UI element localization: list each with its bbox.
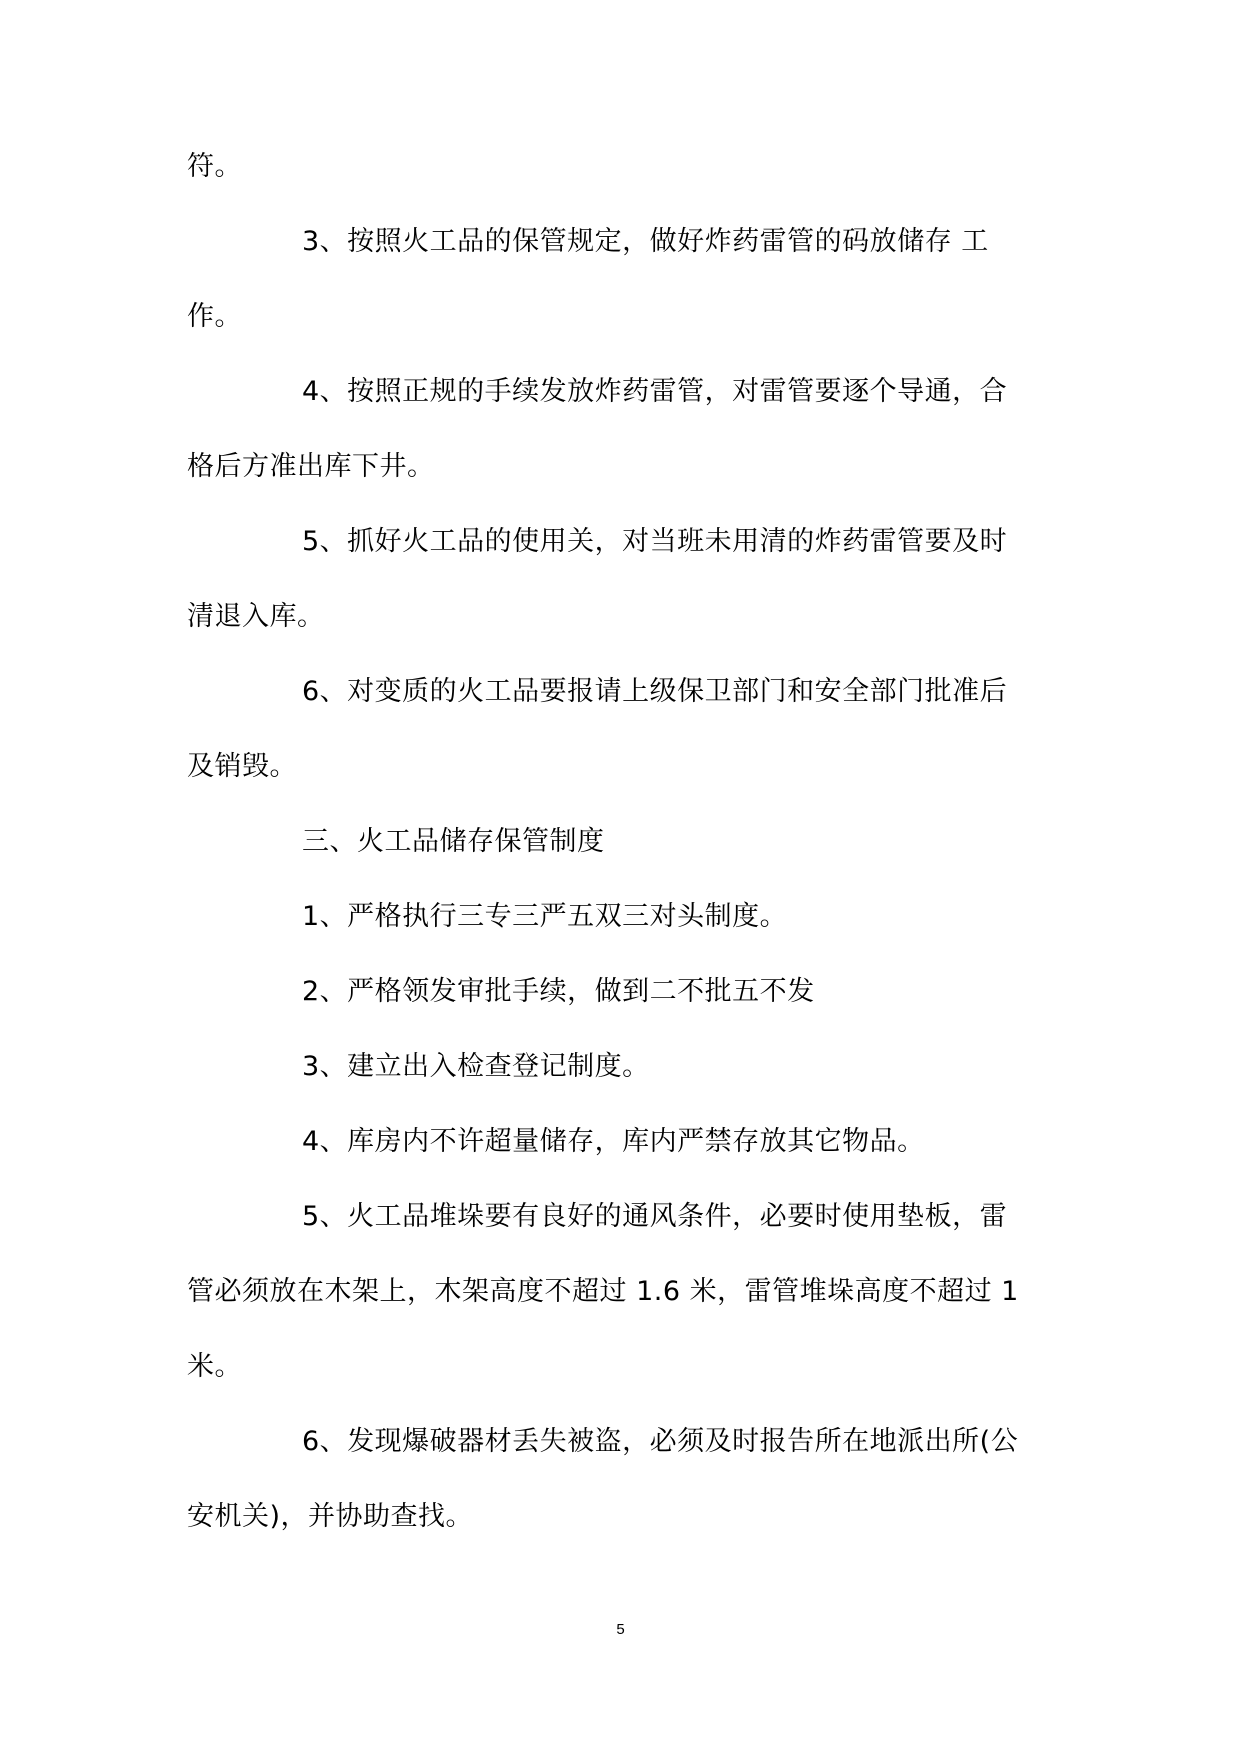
- text-line: 5、火工品堆垛要有良好的通风条件，必要时使用垫板，雷: [302, 1201, 1008, 1232]
- text-line: 清退入库。: [187, 601, 325, 632]
- text-line: 6、对变质的火工品要报请上级保卫部门和安全部门批准后: [302, 676, 1008, 707]
- text-line: 作。: [187, 301, 242, 332]
- text-line: 4、按照正规的手续发放炸药雷管，对雷管要逐个导通，合: [302, 376, 1008, 407]
- text-line: 3、按照火工品的保管规定，做好炸药雷管的码放储存 工: [302, 226, 989, 257]
- text-line: 2、严格领发审批手续，做到二不批五不发: [302, 976, 815, 1007]
- page-number: 5: [616, 1621, 625, 1638]
- text-line: 安机关)，并协助查找。: [187, 1501, 474, 1532]
- text-line: 6、发现爆破器材丢失被盗，必须及时报告所在地派出所(公: [302, 1426, 1019, 1457]
- text-line: 米。: [187, 1351, 242, 1382]
- text-line: 5、抓好火工品的使用关，对当班未用清的炸药雷管要及时: [302, 526, 1008, 557]
- text-line: 格后方准出库下井。: [187, 451, 435, 482]
- text-line: 符。: [187, 151, 242, 182]
- text-line: 4、库房内不许超量储存，库内严禁存放其它物品。: [302, 1126, 925, 1157]
- text-line: 3、建立出入检查登记制度。: [302, 1051, 650, 1082]
- text-line: 及销毁。: [187, 751, 297, 782]
- text-line: 管必须放在木架上，木架高度不超过 1.6 米，雷管堆垛高度不超过 1: [187, 1276, 1019, 1307]
- text-line: 1、严格执行三专三严五双三对头制度。: [302, 901, 788, 932]
- section-heading: 三、火工品储存保管制度: [302, 826, 605, 857]
